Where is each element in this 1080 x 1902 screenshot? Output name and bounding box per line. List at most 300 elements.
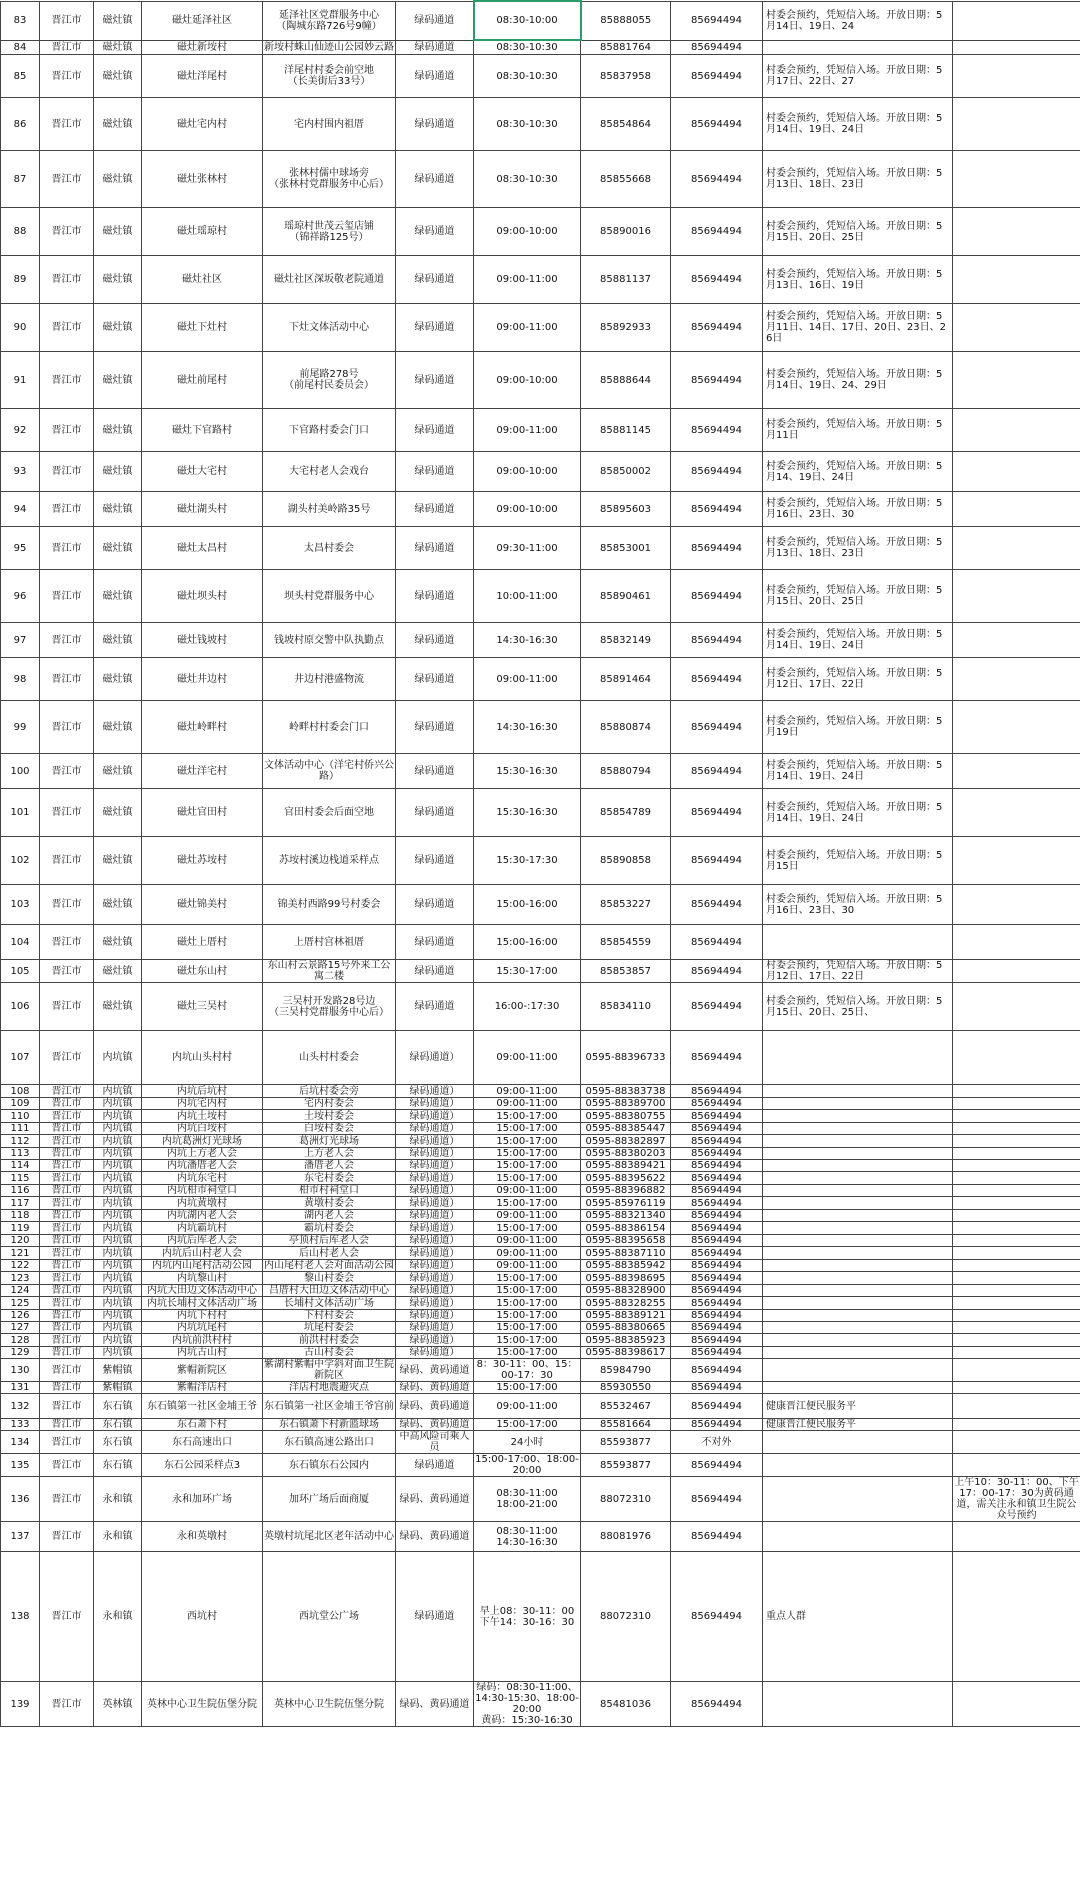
hotline-cell[interactable]: 85694494 <box>671 1334 763 1347</box>
channel-cell[interactable]: 绿码通道 <box>396 623 474 658</box>
phone-cell[interactable]: 85853001 <box>581 527 671 570</box>
hotline-cell[interactable]: 85694494 <box>671 1285 763 1297</box>
channel-cell[interactable]: 绿码通道 <box>396 256 474 304</box>
time-cell[interactable]: 15:00-17:00、18:00-20:00 <box>475 1454 579 1476</box>
remarks-cell[interactable] <box>953 1552 1080 1682</box>
town-cell[interactable]: 东石镇 <box>94 1419 142 1431</box>
address-cell[interactable]: 坝头村党群服务中心 <box>263 570 396 623</box>
remarks-cell[interactable] <box>953 1359 1080 1382</box>
city-cell[interactable]: 晋江市 <box>40 1110 94 1123</box>
town-cell[interactable]: 东石镇 <box>94 1394 142 1419</box>
notes-cell[interactable] <box>763 1222 953 1235</box>
channel-cell[interactable]: 绿码通道） <box>396 1031 474 1085</box>
site-name-cell[interactable]: 内坑土垵村 <box>142 1110 263 1123</box>
notes-cell[interactable] <box>763 1185 953 1197</box>
channel-cell[interactable]: 绿码通道） <box>396 1235 474 1247</box>
notes-cell[interactable]: 村委会预约，凭短信入场。开放日期：5月15日、20日、25日 <box>763 208 953 256</box>
channel-cell[interactable]: 绿码、黄码通道 <box>396 1359 474 1382</box>
channel-cell[interactable]: 绿码通道 <box>396 1 474 40</box>
site-name-cell[interactable]: 磁灶岭畔村 <box>142 701 263 754</box>
channel-cell[interactable]: 绿码通道） <box>396 1172 474 1185</box>
address-cell[interactable]: 湖头村美岭路35号 <box>263 492 396 527</box>
city-cell[interactable]: 晋江市 <box>40 1098 94 1110</box>
hotline-cell[interactable]: 85694494 <box>671 1110 763 1123</box>
row-number[interactable]: 99 <box>1 701 40 754</box>
notes-cell[interactable]: 村委会预约，凭短信入场。开放日期：5月14日、19日、24日 <box>763 789 953 837</box>
site-name-cell[interactable]: 内坑前洪村村 <box>142 1334 263 1347</box>
site-name-cell[interactable]: 磁灶三吴村 <box>142 983 263 1031</box>
address-cell[interactable]: 东山村云景路15号外来工公寓二楼 <box>263 960 396 983</box>
city-cell[interactable]: 晋江市 <box>40 1347 94 1359</box>
remarks-cell[interactable] <box>953 1235 1080 1247</box>
time-cell[interactable]: 09:00-10:00 <box>474 352 581 409</box>
phone-cell[interactable]: 0595-88328900 <box>581 1285 671 1297</box>
hotline-cell[interactable]: 85694494 <box>671 837 763 885</box>
address-cell[interactable]: 东石镇高速公路出口 <box>263 1431 396 1454</box>
town-cell[interactable]: 内坑镇 <box>94 1110 142 1123</box>
city-cell[interactable]: 晋江市 <box>40 1310 94 1322</box>
town-cell[interactable]: 磁灶镇 <box>94 623 142 658</box>
address-cell[interactable]: 苏垵村溪边栈道采样点 <box>263 837 396 885</box>
remarks-cell[interactable] <box>953 1148 1080 1160</box>
remarks-cell[interactable] <box>953 1322 1080 1334</box>
notes-cell[interactable] <box>763 1347 953 1359</box>
hotline-cell[interactable]: 85694494 <box>671 40 763 55</box>
site-name-cell[interactable]: 内坑潘厝老人会 <box>142 1160 263 1172</box>
row-number[interactable]: 102 <box>1 837 40 885</box>
channel-cell[interactable]: 绿码通道） <box>396 1098 474 1110</box>
site-name-cell[interactable]: 磁灶官田村 <box>142 789 263 837</box>
phone-cell[interactable]: 0595-88328255 <box>581 1297 671 1310</box>
remarks-cell[interactable] <box>953 1247 1080 1260</box>
notes-cell[interactable] <box>763 1682 953 1727</box>
town-cell[interactable]: 内坑镇 <box>94 1160 142 1172</box>
site-name-cell[interactable]: 内坑宅内村 <box>142 1098 263 1110</box>
time-cell[interactable]: 15:00-17:00 <box>474 1334 581 1347</box>
site-name-cell[interactable]: 内坑长埔村文体活动广场 <box>142 1297 263 1310</box>
row-number[interactable]: 126 <box>1 1310 40 1322</box>
site-name-cell[interactable]: 内坑霸坑村 <box>142 1222 263 1235</box>
phone-cell[interactable]: 85888644 <box>581 352 671 409</box>
city-cell[interactable]: 晋江市 <box>40 1235 94 1247</box>
notes-cell[interactable] <box>763 1197 953 1210</box>
phone-cell[interactable]: 0595-88385447 <box>581 1123 671 1135</box>
remarks-cell[interactable] <box>953 1682 1080 1727</box>
address-cell[interactable]: 后山村老人会 <box>263 1247 396 1260</box>
town-cell[interactable]: 内坑镇 <box>94 1272 142 1285</box>
address-cell[interactable]: 后坑村委会旁 <box>263 1085 396 1098</box>
hotline-cell[interactable]: 85694494 <box>671 527 763 570</box>
phone-cell[interactable]: 0595-88395658 <box>581 1235 671 1247</box>
remarks-cell[interactable] <box>953 1334 1080 1347</box>
address-cell[interactable]: 加环广场后面商厦 <box>263 1477 396 1522</box>
row-number[interactable]: 106 <box>1 983 40 1031</box>
channel-cell[interactable]: 绿码通道） <box>396 1297 474 1310</box>
time-cell[interactable]: 15:00-17:00 <box>474 1160 581 1172</box>
city-cell[interactable]: 晋江市 <box>40 1185 94 1197</box>
city-cell[interactable]: 晋江市 <box>40 1552 94 1682</box>
address-cell[interactable]: 黄墩村委会 <box>263 1197 396 1210</box>
row-number[interactable]: 108 <box>1 1085 40 1098</box>
address-cell[interactable]: 延泽社区党群服务中心 （陶城东路726号9幢） <box>263 1 396 40</box>
notes-cell[interactable]: 村委会预约，凭短信入场。开放日期：5月11日、14日、17日、20日、23日、26日 <box>763 304 953 352</box>
hotline-cell[interactable]: 85694494 <box>671 1682 763 1727</box>
row-number[interactable]: 135 <box>1 1454 40 1477</box>
notes-cell[interactable] <box>763 1210 953 1222</box>
time-cell[interactable]: 10:00-11:00 <box>474 570 581 623</box>
remarks-cell[interactable] <box>953 1172 1080 1185</box>
site-name-cell[interactable]: 磁灶苏垵村 <box>142 837 263 885</box>
address-cell[interactable]: 古山村委会 <box>263 1347 396 1359</box>
hotline-cell[interactable]: 85694494 <box>671 925 763 960</box>
row-number[interactable]: 113 <box>1 1148 40 1160</box>
phone-cell[interactable]: 85837958 <box>581 55 671 98</box>
hotline-cell[interactable]: 85694494 <box>671 658 763 701</box>
row-number[interactable]: 105 <box>1 960 40 983</box>
notes-cell[interactable] <box>763 1247 953 1260</box>
remarks-cell[interactable] <box>953 925 1080 960</box>
phone-cell[interactable]: 85834110 <box>581 983 671 1031</box>
notes-cell[interactable] <box>763 1522 953 1552</box>
site-name-cell[interactable]: 磁灶东山村 <box>142 960 263 983</box>
remarks-cell[interactable] <box>953 1260 1080 1272</box>
city-cell[interactable]: 晋江市 <box>40 1394 94 1419</box>
time-cell[interactable]: 15:00-16:00 <box>474 885 581 925</box>
notes-cell[interactable]: 村委会预约，凭短信入场。开放日期：5月19日 <box>763 701 953 754</box>
site-name-cell[interactable]: 内坑黎山村 <box>142 1272 263 1285</box>
address-cell[interactable]: 宅内村委会 <box>263 1098 396 1110</box>
row-number[interactable]: 129 <box>1 1347 40 1359</box>
time-cell[interactable]: 09:00-11:00 <box>474 1085 581 1098</box>
city-cell[interactable]: 晋江市 <box>40 409 94 452</box>
address-cell[interactable]: 山头村村委会 <box>263 1031 396 1085</box>
town-cell[interactable]: 磁灶镇 <box>94 352 142 409</box>
phone-cell[interactable]: 85854864 <box>581 98 671 151</box>
address-cell[interactable]: 西坑堂公广场 <box>263 1552 396 1682</box>
remarks-cell[interactable] <box>953 1031 1080 1085</box>
city-cell[interactable]: 晋江市 <box>40 837 94 885</box>
phone-cell[interactable]: 0595-85976119 <box>581 1197 671 1210</box>
phone-cell[interactable]: 85881137 <box>581 256 671 304</box>
remarks-cell[interactable] <box>953 754 1080 789</box>
address-cell[interactable]: 东石镇第一社区金埔王爷宫前 <box>263 1394 396 1419</box>
row-number[interactable]: 116 <box>1 1185 40 1197</box>
channel-cell[interactable]: 绿码、黄码通道 <box>396 1682 474 1727</box>
hotline-cell[interactable]: 85694494 <box>671 1522 763 1552</box>
time-cell[interactable]: 15:00-17:00 <box>474 1135 581 1148</box>
row-number[interactable]: 89 <box>1 256 40 304</box>
row-number[interactable]: 123 <box>1 1272 40 1285</box>
remarks-cell[interactable] <box>953 1454 1080 1477</box>
address-cell[interactable]: 东石镇萧下村新篮球场 <box>263 1419 396 1431</box>
city-cell[interactable]: 晋江市 <box>40 1148 94 1160</box>
hotline-cell[interactable]: 85694494 <box>671 304 763 352</box>
site-name-cell[interactable]: 内坑内山尾村活动公园 <box>142 1260 263 1272</box>
city-cell[interactable]: 晋江市 <box>40 352 94 409</box>
channel-cell[interactable]: 绿码通道） <box>396 1185 474 1197</box>
channel-cell[interactable]: 绿码通道 <box>396 960 474 983</box>
channel-cell[interactable]: 绿码通道） <box>396 1347 474 1359</box>
remarks-cell[interactable] <box>953 1110 1080 1123</box>
time-cell[interactable]: 08:30-10:30 <box>474 151 581 208</box>
row-number[interactable]: 101 <box>1 789 40 837</box>
city-cell[interactable]: 晋江市 <box>40 1285 94 1297</box>
town-cell[interactable]: 永和镇 <box>94 1477 142 1522</box>
time-cell[interactable]: 08:30-10:00 <box>474 1 581 40</box>
city-cell[interactable]: 晋江市 <box>40 1334 94 1347</box>
remarks-cell[interactable] <box>953 1123 1080 1135</box>
hotline-cell[interactable]: 85694494 <box>671 151 763 208</box>
town-cell[interactable]: 内坑镇 <box>94 1185 142 1197</box>
row-number[interactable]: 93 <box>1 452 40 492</box>
phone-cell[interactable]: 0595-88396733 <box>581 1031 671 1085</box>
row-number[interactable]: 134 <box>1 1431 40 1454</box>
hotline-cell[interactable]: 85694494 <box>671 352 763 409</box>
remarks-cell[interactable] <box>953 452 1080 492</box>
remarks-cell[interactable] <box>953 1085 1080 1098</box>
channel-cell[interactable]: 绿码通道 <box>396 55 474 98</box>
time-cell[interactable]: 16:00-:17:30 <box>474 983 581 1031</box>
town-cell[interactable]: 内坑镇 <box>94 1031 142 1085</box>
notes-cell[interactable]: 村委会预约，凭短信入场。开放日期：5月15日、20日、25日、 <box>763 983 953 1031</box>
remarks-cell[interactable] <box>953 1098 1080 1110</box>
time-cell[interactable]: 15:00-17:00 <box>474 1110 581 1123</box>
phone-cell[interactable]: 85881145 <box>581 409 671 452</box>
time-cell[interactable]: 15:00-17:00 <box>474 1285 581 1297</box>
site-name-cell[interactable]: 磁灶坝头村 <box>142 570 263 623</box>
row-number[interactable]: 92 <box>1 409 40 452</box>
address-cell[interactable]: 官田村委会后面空地 <box>263 789 396 837</box>
city-cell[interactable]: 晋江市 <box>40 1160 94 1172</box>
site-name-cell[interactable]: 磁灶井边村 <box>142 658 263 701</box>
notes-cell[interactable]: 村委会预约，凭短信入场。开放日期：5月17日、22日、27 <box>763 55 953 98</box>
town-cell[interactable]: 磁灶镇 <box>94 55 142 98</box>
address-cell[interactable]: 东宅村委会 <box>263 1172 396 1185</box>
site-name-cell[interactable]: 磁灶下官路村 <box>142 409 263 452</box>
row-number[interactable]: 95 <box>1 527 40 570</box>
channel-cell[interactable]: 绿码、黄码通道 <box>396 1522 474 1552</box>
town-cell[interactable]: 内坑镇 <box>94 1247 142 1260</box>
hotline-cell[interactable]: 85694494 <box>671 623 763 658</box>
time-cell[interactable]: 15:00-17:00 <box>474 1172 581 1185</box>
town-cell[interactable]: 内坑镇 <box>94 1334 142 1347</box>
phone-cell[interactable]: 85854789 <box>581 789 671 837</box>
town-cell[interactable]: 内坑镇 <box>94 1123 142 1135</box>
notes-cell[interactable] <box>763 1322 953 1334</box>
hotline-cell[interactable]: 85694494 <box>671 789 763 837</box>
time-cell[interactable]: 15:30-16:30 <box>474 789 581 837</box>
remarks-cell[interactable] <box>953 1310 1080 1322</box>
hotline-cell[interactable]: 85694494 <box>671 1148 763 1160</box>
address-cell[interactable]: 大宅村老人会戏台 <box>263 452 396 492</box>
phone-cell[interactable]: 88072310 <box>581 1477 671 1522</box>
city-cell[interactable]: 晋江市 <box>40 1210 94 1222</box>
hotline-cell[interactable]: 85694494 <box>671 754 763 789</box>
city-cell[interactable]: 晋江市 <box>40 1322 94 1334</box>
phone-cell[interactable]: 0595-88380755 <box>581 1110 671 1123</box>
remarks-cell[interactable] <box>953 1285 1080 1297</box>
remarks-cell[interactable] <box>953 492 1080 527</box>
address-cell[interactable]: 锦美村西路99号村委会 <box>263 885 396 925</box>
remarks-cell[interactable] <box>953 1382 1080 1394</box>
site-name-cell[interactable]: 永和英墩村 <box>142 1522 263 1552</box>
hotline-cell[interactable]: 85694494 <box>671 1235 763 1247</box>
site-name-cell[interactable]: 磁灶前尾村 <box>142 352 263 409</box>
site-name-cell[interactable]: 磁灶大宅村 <box>142 452 263 492</box>
phone-cell[interactable]: 85888055 <box>581 1 671 40</box>
row-number[interactable]: 125 <box>1 1297 40 1310</box>
channel-cell[interactable]: 绿码通道 <box>396 492 474 527</box>
town-cell[interactable]: 内坑镇 <box>94 1310 142 1322</box>
notes-cell[interactable]: 村委会预约，凭短信入场。开放日期：5月11日 <box>763 409 953 452</box>
hotline-cell[interactable]: 85694494 <box>671 1260 763 1272</box>
time-cell[interactable]: 09:00-11:00 <box>474 1031 581 1085</box>
time-cell[interactable]: 09:00-11:00 <box>474 1247 581 1260</box>
phone-cell[interactable]: 85881764 <box>581 40 671 55</box>
hotline-cell[interactable]: 85694494 <box>671 983 763 1031</box>
phone-cell[interactable]: 0595-88385923 <box>581 1334 671 1347</box>
remarks-cell[interactable] <box>953 1160 1080 1172</box>
channel-cell[interactable]: 绿码通道） <box>396 1247 474 1260</box>
town-cell[interactable]: 内坑镇 <box>94 1197 142 1210</box>
time-cell[interactable]: 15:00-17:00 <box>474 1419 581 1431</box>
city-cell[interactable]: 晋江市 <box>40 925 94 960</box>
site-name-cell[interactable]: 内坑柑市祠堂口 <box>142 1185 263 1197</box>
phone-cell[interactable]: 85532467 <box>581 1394 671 1419</box>
site-name-cell[interactable]: 东石萧下村 <box>142 1419 263 1431</box>
hotline-cell[interactable]: 85694494 <box>671 885 763 925</box>
address-cell[interactable]: 上方老人会 <box>263 1148 396 1160</box>
hotline-cell[interactable]: 85694494 <box>671 1123 763 1135</box>
town-cell[interactable]: 磁灶镇 <box>94 527 142 570</box>
channel-cell[interactable]: 绿码通道） <box>396 1135 474 1148</box>
remarks-cell[interactable] <box>953 1 1080 40</box>
phone-cell[interactable]: 85593877 <box>581 1431 671 1454</box>
notes-cell[interactable] <box>763 1272 953 1285</box>
hotline-cell[interactable]: 85694494 <box>671 1394 763 1419</box>
town-cell[interactable]: 磁灶镇 <box>94 256 142 304</box>
town-cell[interactable]: 磁灶镇 <box>94 925 142 960</box>
phone-cell[interactable]: 0595-88395622 <box>581 1172 671 1185</box>
site-name-cell[interactable]: 内坑湖内老人会 <box>142 1210 263 1222</box>
channel-cell[interactable]: 绿码通道 <box>396 352 474 409</box>
channel-cell[interactable]: 绿码通道 <box>396 701 474 754</box>
hotline-cell[interactable]: 85694494 <box>671 960 763 983</box>
town-cell[interactable]: 磁灶镇 <box>94 409 142 452</box>
city-cell[interactable]: 晋江市 <box>40 1172 94 1185</box>
notes-cell[interactable]: 村委会预约，凭短信入场。开放日期：5月16日、23日、30 <box>763 885 953 925</box>
town-cell[interactable]: 内坑镇 <box>94 1285 142 1297</box>
hotline-cell[interactable]: 85694494 <box>671 55 763 98</box>
row-number[interactable]: 98 <box>1 658 40 701</box>
channel-cell[interactable]: 绿码、黄码通道 <box>396 1419 474 1431</box>
city-cell[interactable]: 晋江市 <box>40 1222 94 1235</box>
site-name-cell[interactable]: 磁灶洋尾村 <box>142 55 263 98</box>
city-cell[interactable]: 晋江市 <box>40 623 94 658</box>
time-cell[interactable]: 15:00-17:00 <box>474 1197 581 1210</box>
channel-cell[interactable]: 绿码通道） <box>396 1260 474 1272</box>
row-number[interactable]: 100 <box>1 754 40 789</box>
city-cell[interactable]: 晋江市 <box>40 1 94 40</box>
city-cell[interactable]: 晋江市 <box>40 885 94 925</box>
hotline-cell[interactable]: 85694494 <box>671 570 763 623</box>
row-number[interactable]: 132 <box>1 1394 40 1419</box>
address-cell[interactable]: 磁灶社区深坂敬老院通道 <box>263 256 396 304</box>
notes-cell[interactable]: 村委会预约，凭短信入场。开放日期：5月14日、19日、24 <box>763 1 953 40</box>
remarks-cell[interactable] <box>953 1347 1080 1359</box>
time-cell[interactable]: 8：30-11：00、15：00-17：30 <box>474 1359 581 1382</box>
time-cell[interactable]: 09:00-11:00 <box>474 409 581 452</box>
address-cell[interactable]: 文体活动中心（洋宅村侨兴公路） <box>263 754 396 789</box>
town-cell[interactable]: 内坑镇 <box>94 1085 142 1098</box>
notes-cell[interactable]: 村委会预约，凭短信入场。开放日期：5月15日 <box>763 837 953 885</box>
row-number[interactable]: 122 <box>1 1260 40 1272</box>
town-cell[interactable]: 磁灶镇 <box>94 837 142 885</box>
city-cell[interactable]: 晋江市 <box>40 701 94 754</box>
town-cell[interactable]: 磁灶镇 <box>94 789 142 837</box>
hotline-cell[interactable]: 85694494 <box>671 1172 763 1185</box>
row-number[interactable]: 121 <box>1 1247 40 1260</box>
town-cell[interactable]: 内坑镇 <box>94 1297 142 1310</box>
notes-cell[interactable]: 村委会预约，凭短信入场。开放日期：5月16日、23日、30 <box>763 492 953 527</box>
address-cell[interactable]: 白垵村委会 <box>263 1123 396 1135</box>
notes-cell[interactable] <box>763 1098 953 1110</box>
town-cell[interactable]: 内坑镇 <box>94 1098 142 1110</box>
channel-cell[interactable]: 中高风险司乘人员 <box>396 1431 474 1454</box>
town-cell[interactable]: 磁灶镇 <box>94 304 142 352</box>
city-cell[interactable]: 晋江市 <box>40 256 94 304</box>
city-cell[interactable]: 晋江市 <box>40 1135 94 1148</box>
remarks-cell[interactable] <box>953 983 1080 1031</box>
row-number[interactable]: 131 <box>1 1382 40 1394</box>
remarks-cell[interactable] <box>953 98 1080 151</box>
town-cell[interactable]: 磁灶镇 <box>94 492 142 527</box>
city-cell[interactable]: 晋江市 <box>40 1247 94 1260</box>
phone-cell[interactable]: 0595-88383738 <box>581 1085 671 1098</box>
hotline-cell[interactable]: 85694494 <box>671 1135 763 1148</box>
site-name-cell[interactable]: 磁灶延泽社区 <box>142 1 263 40</box>
channel-cell[interactable]: 绿码通道 <box>396 1552 474 1682</box>
town-cell[interactable]: 英林镇 <box>94 1682 142 1727</box>
address-cell[interactable]: 前尾路278号 （前尾村民委员会） <box>263 352 396 409</box>
channel-cell[interactable]: 绿码通道 <box>396 983 474 1031</box>
time-cell[interactable]: 08:30-10:30 <box>474 55 581 98</box>
row-number[interactable]: 119 <box>1 1222 40 1235</box>
address-cell[interactable]: 宅内村围内祖厝 <box>263 98 396 151</box>
town-cell[interactable]: 内坑镇 <box>94 1222 142 1235</box>
address-cell[interactable]: 上厝村宫林祖厝 <box>263 925 396 960</box>
time-cell[interactable]: 15:00-17:00 <box>474 1382 581 1394</box>
channel-cell[interactable]: 绿码通道） <box>396 1334 474 1347</box>
site-name-cell[interactable]: 东石镇第一社区金埔王爷 <box>142 1394 263 1419</box>
remarks-cell[interactable]: 上午10：30-11：00、下午17：00-17：30为黄码通道，需关注永和镇卫生院公众号预约 <box>954 1477 1079 1521</box>
city-cell[interactable]: 晋江市 <box>40 527 94 570</box>
time-cell[interactable]: 24小时 <box>474 1431 581 1454</box>
town-cell[interactable]: 紫帽镇 <box>94 1382 142 1394</box>
row-number[interactable]: 87 <box>1 151 40 208</box>
address-cell[interactable]: 吕厝村大田边文体活动中心 <box>263 1285 396 1297</box>
time-cell[interactable]: 08:30-10:30 <box>474 98 581 151</box>
site-name-cell[interactable]: 内坑下村村 <box>142 1310 263 1322</box>
row-number[interactable]: 139 <box>1 1682 40 1727</box>
channel-cell[interactable]: 绿码通道 <box>396 1454 474 1477</box>
site-name-cell[interactable]: 磁灶张林村 <box>142 151 263 208</box>
time-cell[interactable]: 15:00-17:00 <box>474 1272 581 1285</box>
row-number[interactable]: 90 <box>1 304 40 352</box>
row-number[interactable]: 103 <box>1 885 40 925</box>
time-cell[interactable]: 09:00-11:00 <box>474 1185 581 1197</box>
notes-cell[interactable]: 重点人群 <box>763 1552 953 1682</box>
